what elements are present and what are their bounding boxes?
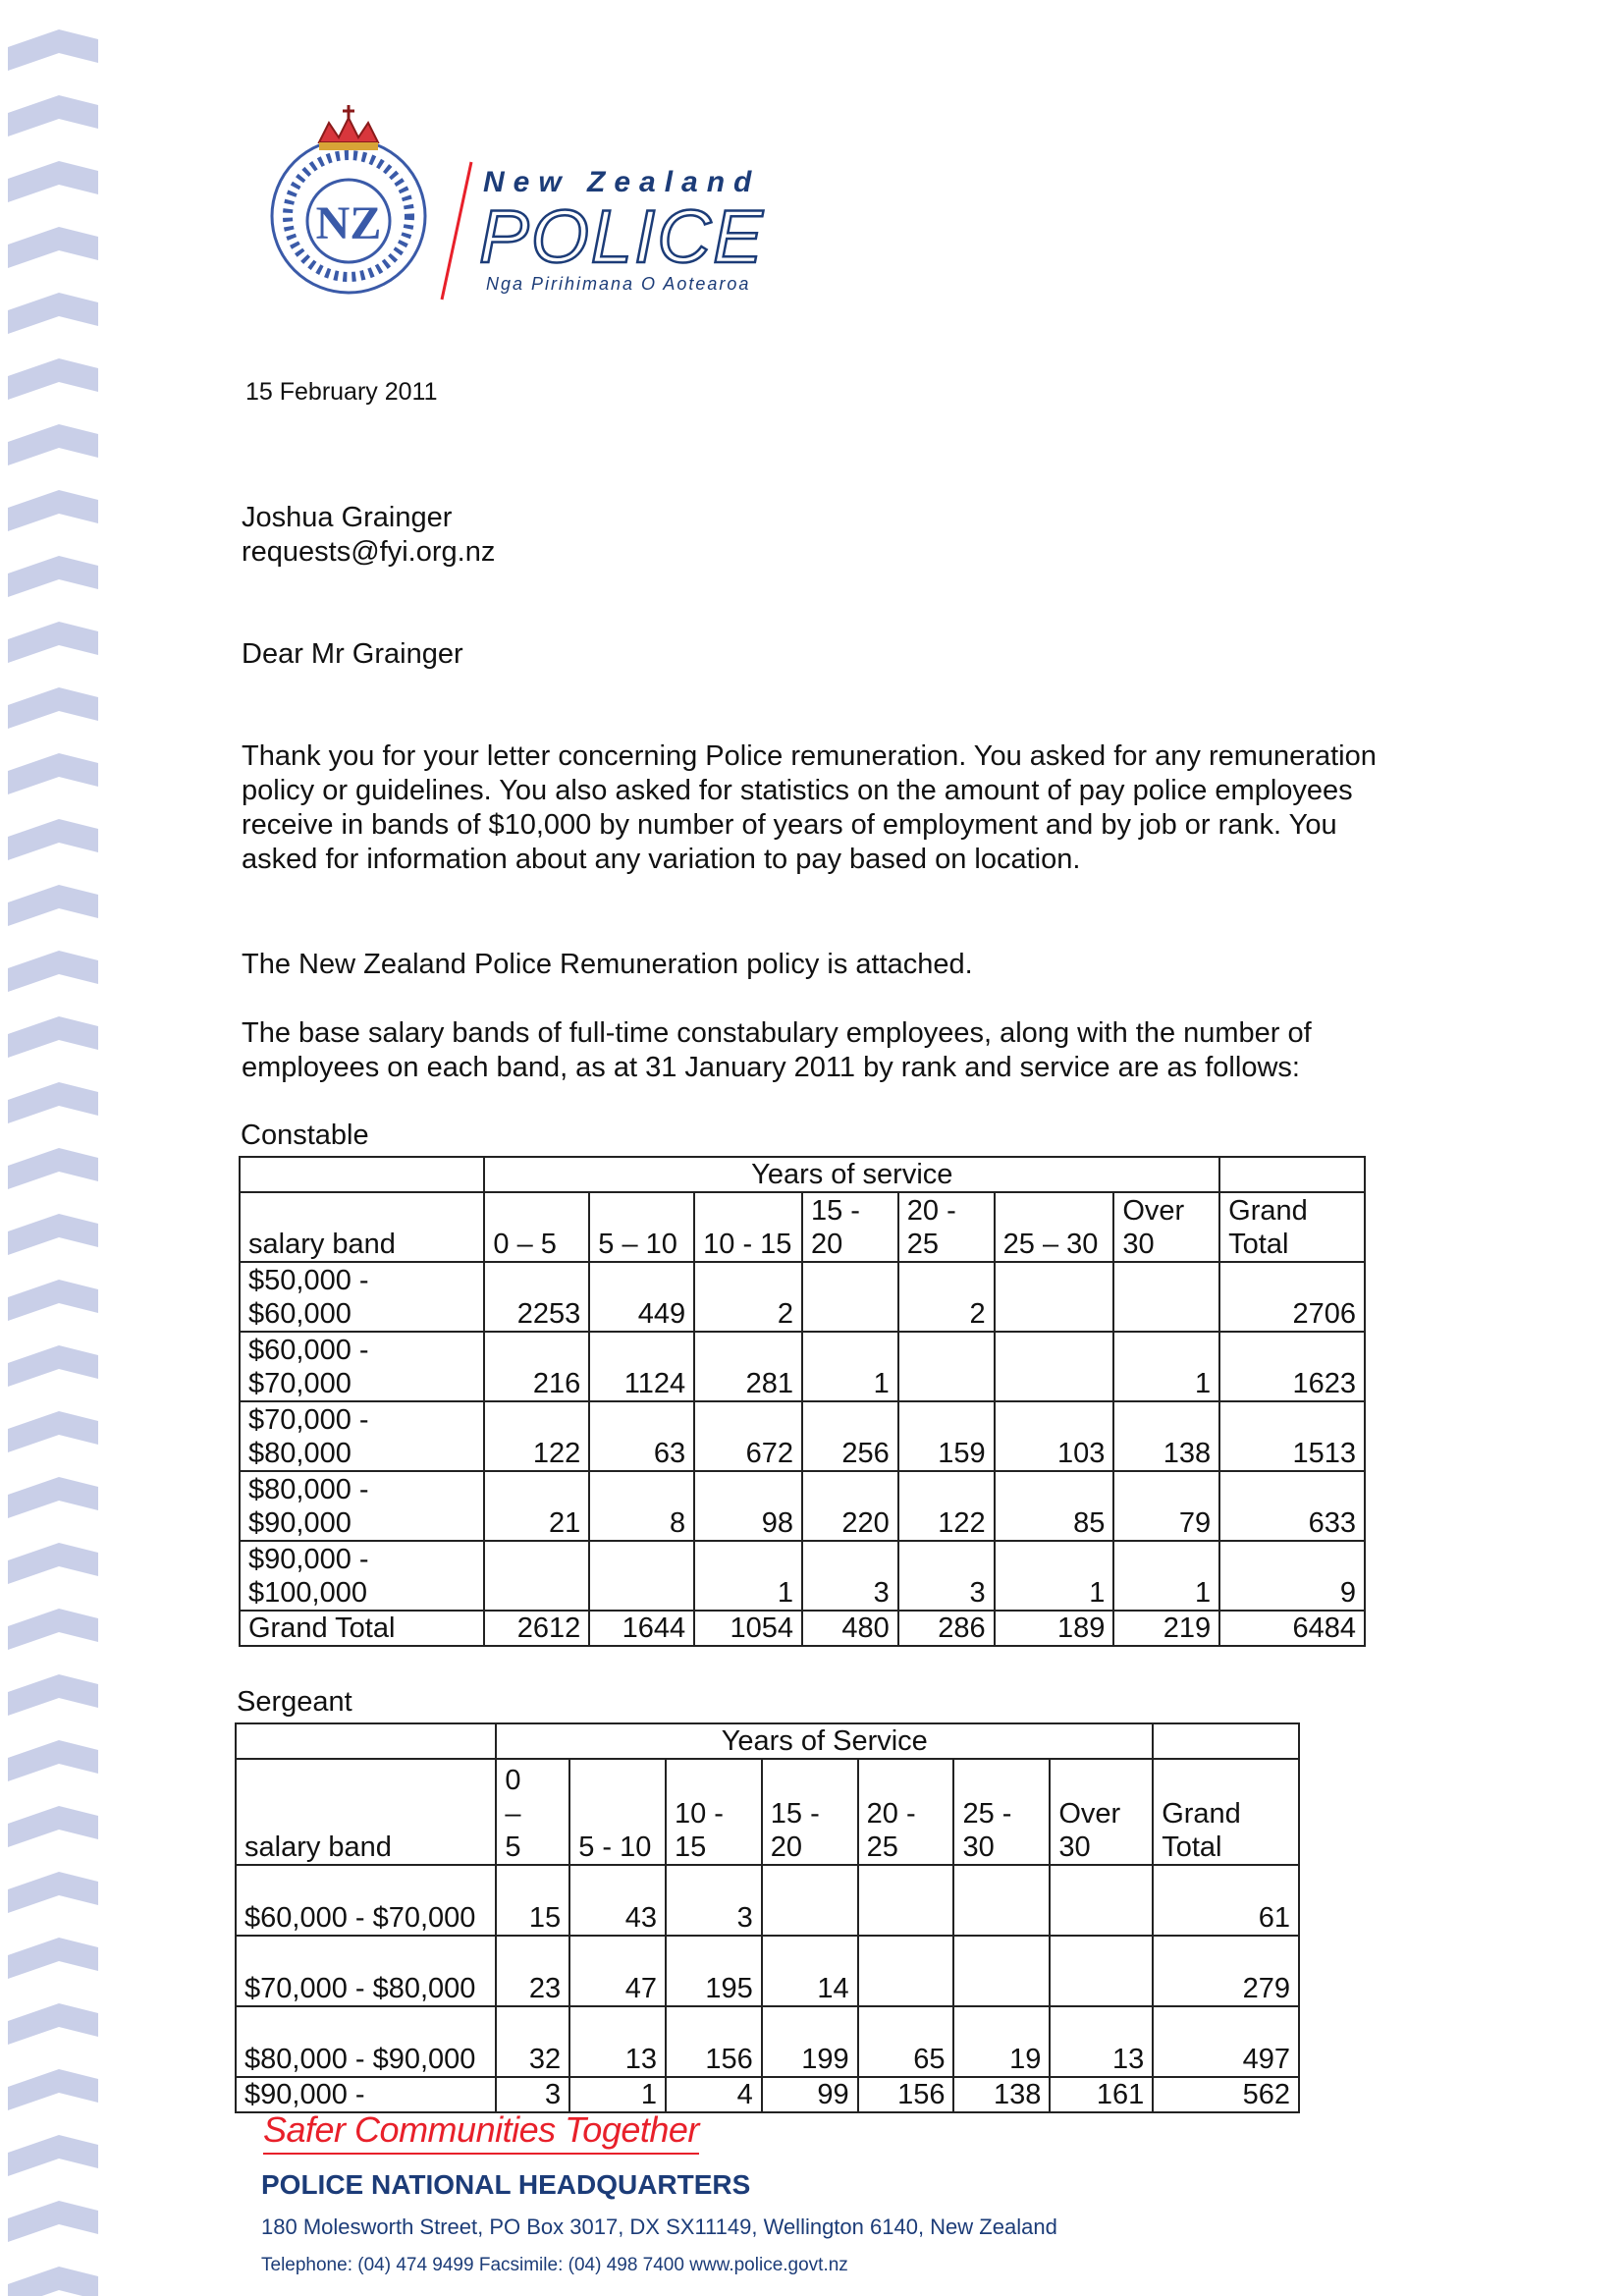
table-cell — [1113, 1262, 1219, 1332]
stripe-chevron — [8, 556, 98, 597]
table-cell: 43 — [569, 1865, 666, 1936]
table-row — [236, 1865, 1299, 1936]
stripe-chevron — [8, 424, 98, 465]
table-cell: 79 — [1113, 1471, 1219, 1541]
stripe-chevron — [8, 819, 98, 860]
footer-slogan — [263, 2109, 699, 2151]
table-cell — [858, 1865, 954, 1936]
table-cell: 279 — [1153, 1936, 1299, 2006]
footer-hq: POLICE NATIONAL HEADQUARTERS — [261, 2169, 751, 2200]
years-of-service-header: Years of Service — [496, 1723, 1153, 1759]
stripe-chevron — [8, 622, 98, 663]
header-blank — [240, 1157, 484, 1192]
table-cell: 2706 — [1219, 1262, 1365, 1332]
table-cell — [1050, 1936, 1153, 2006]
stripe-chevron — [8, 161, 98, 202]
table-cell: 1 — [694, 1541, 802, 1611]
stripe-chevron — [8, 1609, 98, 1650]
table-cell: 3 — [898, 1541, 995, 1611]
stripe-chevron — [8, 753, 98, 794]
table-cell — [762, 1865, 858, 1936]
table-cell: 1623 — [1219, 1332, 1365, 1401]
column-header: 5 - 10 — [569, 1759, 666, 1865]
table-cell — [995, 1332, 1114, 1401]
salutation: Dear Mr Grainger — [242, 638, 463, 670]
paragraph-bands: The base salary bands of full-time constabulary employees, along with the number of employees on each band, as at 31 January 2011 by rank and service are as follows: — [242, 1017, 1312, 1083]
column-header: 25 - 30 — [953, 1759, 1050, 1865]
grand-total-row — [240, 1611, 1365, 1646]
grand-total-cell: 189 — [995, 1611, 1114, 1646]
stripe-chevron — [8, 1016, 98, 1058]
stripe-chevron — [8, 1477, 98, 1518]
grand-total-label: Grand Total — [240, 1611, 484, 1646]
stripe-chevron — [8, 29, 98, 71]
table-cell: 122 — [484, 1401, 589, 1471]
table-cell: 199 — [762, 2006, 858, 2077]
table-cell: 1 — [569, 2077, 666, 2112]
table-row — [236, 1936, 1299, 2006]
table-cell: 98 — [694, 1471, 802, 1541]
table-cell: 2 — [898, 1262, 995, 1332]
table-header-row — [236, 1723, 1299, 1759]
table-cell: 23 — [496, 1936, 569, 2006]
table-cell: 195 — [666, 1936, 762, 2006]
column-header: Over 30 — [1113, 1192, 1219, 1262]
years-of-service-header: Years of service — [484, 1157, 1219, 1192]
footer-address: 180 Molesworth Street, PO Box 3017, DX SX11149, Wellington 6140, New Zealand — [261, 2214, 1057, 2239]
sergeant-salary-table — [235, 1722, 1300, 2113]
header-blank — [1219, 1157, 1365, 1192]
table-cell: 281 — [694, 1332, 802, 1401]
table-cell: 1 — [802, 1332, 898, 1401]
grand-total-cell: 1054 — [694, 1611, 802, 1646]
salary-band-cell: $70,000 - $80,000 — [240, 1401, 484, 1471]
stripe-chevron — [8, 293, 98, 334]
column-header: 20 - 25 — [858, 1759, 954, 1865]
salary-band-header: salary band — [240, 1192, 484, 1262]
table-header-row — [240, 1157, 1365, 1192]
header-blank — [1153, 1723, 1299, 1759]
recipient-block — [242, 501, 495, 570]
table-cell: 159 — [898, 1401, 995, 1471]
crest-icon — [272, 105, 425, 293]
table-cell: 61 — [1153, 1865, 1299, 1936]
table-cell: 9 — [1219, 1541, 1365, 1611]
salary-band-cell: $80,000 - $90,000 — [240, 1471, 484, 1541]
paragraph-intro: Thank you for your letter concerning Police remuneration. You asked for any remuneration policy or guidelines. You also asked for statistics on the amount of pay police employees receive in bands of $10,000 by number of years of employment and by job or rank. You asked for information about any variation to pay based on location. — [242, 740, 1377, 875]
agency-wordmark: POLICE — [479, 195, 765, 279]
table-cell: 156 — [666, 2006, 762, 2077]
stripe-chevron — [8, 2201, 98, 2242]
stripe-chevron — [8, 951, 98, 992]
table-row — [240, 1262, 1365, 1332]
salary-band-cell: $60,000 - $70,000 — [236, 1865, 496, 1936]
table-cell: 19 — [953, 2006, 1050, 2077]
police-logo — [265, 103, 854, 314]
table-column-row — [236, 1759, 1299, 1865]
column-header: Grand Total — [1153, 1759, 1299, 1865]
column-header: Grand Total — [1219, 1192, 1365, 1262]
stripe-chevron — [8, 687, 98, 729]
table-cell: 13 — [1050, 2006, 1153, 2077]
table-cell: 138 — [1113, 1401, 1219, 1471]
stripe-chevron — [8, 1345, 98, 1387]
table-cell: 562 — [1153, 2077, 1299, 2112]
column-header: 20 - 25 — [898, 1192, 995, 1262]
table-cell: 633 — [1219, 1471, 1365, 1541]
table-cell — [898, 1332, 995, 1401]
table-cell: 47 — [569, 1936, 666, 2006]
table-cell: 2253 — [484, 1262, 589, 1332]
stripe-chevron — [8, 1740, 98, 1781]
letter-date: 15 February 2011 — [245, 378, 438, 406]
stripe-chevron — [8, 1082, 98, 1123]
table-row — [240, 1471, 1365, 1541]
salary-band-header: salary band — [236, 1759, 496, 1865]
table-cell: 1513 — [1219, 1401, 1365, 1471]
stripe-chevron — [8, 1411, 98, 1452]
table-cell: 156 — [858, 2077, 954, 2112]
stripe-chevron — [8, 1806, 98, 1847]
table-row — [240, 1401, 1365, 1471]
table-cell: 256 — [802, 1401, 898, 1471]
table-row — [236, 2006, 1299, 2077]
stripe-chevron — [8, 2267, 98, 2296]
table-cell — [484, 1541, 589, 1611]
table-cell — [858, 1936, 954, 2006]
column-header: 15 - 20 — [802, 1192, 898, 1262]
table-cell: 138 — [953, 2077, 1050, 2112]
decorative-stripe — [0, 0, 108, 2296]
grand-total-cell: 2612 — [484, 1611, 589, 1646]
grand-total-cell: 286 — [898, 1611, 995, 1646]
table-cell: 14 — [762, 1936, 858, 2006]
stripe-chevron — [8, 2135, 98, 2176]
table-cell: 99 — [762, 2077, 858, 2112]
table-cell: 8 — [589, 1471, 694, 1541]
table-cell: 3 — [496, 2077, 569, 2112]
table-cell — [995, 1262, 1114, 1332]
table-cell: 63 — [589, 1401, 694, 1471]
stripe-chevron — [8, 2003, 98, 2045]
table-row — [236, 2077, 1299, 2112]
salary-band-cell: $70,000 - $80,000 — [236, 1936, 496, 2006]
table-cell: 4 — [666, 2077, 762, 2112]
stripe-chevron — [8, 1543, 98, 1584]
salary-band-cell: $90,000 - $100,000 — [240, 1541, 484, 1611]
salary-band-cell: $60,000 - $70,000 — [240, 1332, 484, 1401]
table-cell: 85 — [995, 1471, 1114, 1541]
table-cell: 1 — [1113, 1332, 1219, 1401]
grand-total-cell: 1644 — [589, 1611, 694, 1646]
slogan-underline — [263, 2153, 699, 2155]
column-header: 25 – 30 — [995, 1192, 1114, 1262]
sergeant-caption: Sergeant — [237, 1686, 352, 1718]
table-row — [240, 1541, 1365, 1611]
column-header: 5 – 10 — [589, 1192, 694, 1262]
maori-motto: Nga Pirihimana O Aotearoa — [486, 274, 751, 294]
stripe-chevron — [8, 885, 98, 926]
stripe-chevron — [8, 1938, 98, 1979]
stripe-chevron — [8, 1148, 98, 1189]
salary-band-cell: $80,000 - $90,000 — [236, 2006, 496, 2077]
footer-contact: Telephone: (04) 474 9499 Facsimile: (04) 498 7400 www.police.govt.nz — [261, 2255, 848, 2275]
slogan-text: Safer Communities Together — [263, 2109, 699, 2150]
svg-text:NZ: NZ — [315, 197, 382, 249]
table-cell: 13 — [569, 2006, 666, 2077]
table-cell: 1124 — [589, 1332, 694, 1401]
grand-total-cell: 480 — [802, 1611, 898, 1646]
table-row — [240, 1332, 1365, 1401]
stripe-chevron — [8, 95, 98, 137]
stripe-chevron — [8, 2069, 98, 2110]
table-cell: 672 — [694, 1401, 802, 1471]
salary-band-cell: $50,000 - $60,000 — [240, 1262, 484, 1332]
stripe-chevron — [8, 1674, 98, 1716]
table-cell — [802, 1262, 898, 1332]
stripe-chevron — [8, 490, 98, 531]
recipient-name: Joshua Grainger — [242, 502, 453, 533]
table-cell: 3 — [802, 1541, 898, 1611]
column-header: 0 – 5 — [496, 1759, 569, 1865]
table-cell: 449 — [589, 1262, 694, 1332]
table-cell: 65 — [858, 2006, 954, 2077]
table-cell: 497 — [1153, 2006, 1299, 2077]
table-cell: 103 — [995, 1401, 1114, 1471]
table-column-row — [240, 1192, 1365, 1262]
table-cell: 161 — [1050, 2077, 1153, 2112]
table-cell: 1 — [1113, 1541, 1219, 1611]
table-cell: 2 — [694, 1262, 802, 1332]
column-header: Over 30 — [1050, 1759, 1153, 1865]
column-header: 0 – 5 — [484, 1192, 589, 1262]
table-cell: 15 — [496, 1865, 569, 1936]
header-blank — [236, 1723, 496, 1759]
table-cell: 122 — [898, 1471, 995, 1541]
column-header: 10 - 15 — [666, 1759, 762, 1865]
country-name: New Zealand — [483, 166, 761, 198]
table-cell: 220 — [802, 1471, 898, 1541]
table-cell — [953, 1865, 1050, 1936]
column-header: 10 - 15 — [694, 1192, 802, 1262]
salary-band-cell: $90,000 - — [236, 2077, 496, 2112]
paragraph-policy: The New Zealand Police Remuneration policy is attached. — [242, 949, 973, 980]
grand-total-cell: 6484 — [1219, 1611, 1365, 1646]
stripe-chevron — [8, 227, 98, 268]
stripe-chevron — [8, 358, 98, 400]
stripe-chevron — [8, 1280, 98, 1321]
stripe-chevron — [8, 1872, 98, 1913]
grand-total-cell: 219 — [1113, 1611, 1219, 1646]
table-cell: 216 — [484, 1332, 589, 1401]
table-cell: 3 — [666, 1865, 762, 1936]
table-cell — [1050, 1865, 1153, 1936]
table-cell: 21 — [484, 1471, 589, 1541]
table-cell — [953, 1936, 1050, 2006]
stripe-chevron — [8, 1214, 98, 1255]
table-cell: 1 — [995, 1541, 1114, 1611]
table-cell — [589, 1541, 694, 1611]
column-header: 15 - 20 — [762, 1759, 858, 1865]
constable-caption: Constable — [241, 1120, 369, 1151]
constable-salary-table — [239, 1156, 1366, 1647]
recipient-email: requests@fyi.org.nz — [242, 536, 496, 568]
table-cell: 32 — [496, 2006, 569, 2077]
